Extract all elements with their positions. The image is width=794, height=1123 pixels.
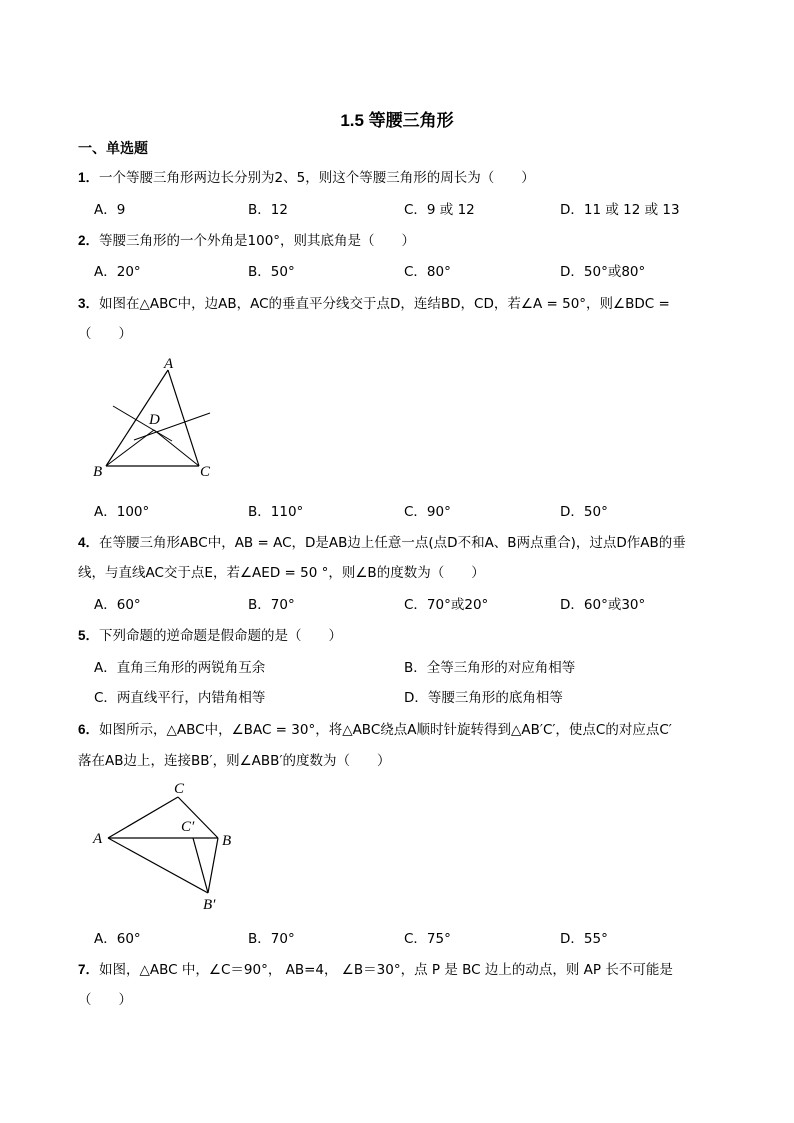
q5-option-c: C．两直线平行，内错角相等 — [94, 690, 266, 706]
question-text: 下列命题的逆命题是假命题的是（ ） — [99, 628, 343, 644]
q5-option-a: A．直角三角形的两锐角互余 — [94, 660, 266, 676]
label-c: C — [174, 781, 185, 797]
question-3-line2: （ ） — [78, 326, 132, 342]
question-text: 如图，△ABC 中，∠C＝90°， AB=4， ∠B＝30°，点 P 是 BC 边上的动点，则 AP 长不可能是 — [99, 962, 673, 978]
q2-option-d: D．50°或80° — [560, 264, 646, 280]
question-number: 7． — [78, 962, 100, 977]
q5-option-d: D．等腰三角形的底角相等 — [404, 690, 563, 706]
label-a: A — [93, 831, 103, 847]
q4-option-a: A．60° — [94, 597, 141, 613]
segment-bd — [106, 430, 154, 466]
q2-option-b: B．50° — [248, 264, 295, 280]
rotation-figure-q6 — [88, 776, 248, 916]
q2-option-c: C．80° — [404, 264, 451, 280]
side-ab-prime — [108, 838, 208, 893]
q2-option-a: A．20° — [94, 264, 141, 280]
q6-option-d: D．55° — [560, 931, 608, 947]
q1-option-b: B．12 — [248, 202, 288, 218]
label-d: D — [149, 412, 160, 428]
side-ac — [108, 797, 178, 838]
question-1 — [78, 166, 535, 186]
q4-option-d: D．60°或30° — [560, 597, 646, 613]
question-number: 6． — [78, 722, 100, 737]
question-text: 在等腰三角形ABC中，AB = AC，D是AB边上任意一点(点D不和A、B两点重合)，过点D作AB的垂 — [99, 535, 686, 551]
q1-option-d: D．11 或 12 或 13 — [560, 202, 680, 218]
question-number: 3． — [78, 296, 100, 311]
question-number: 4． — [78, 535, 100, 550]
perp-bisector-ab — [113, 406, 172, 441]
q5-option-b: B．全等三角形的对应角相等 — [404, 660, 576, 676]
label-c-prime: C′ — [181, 819, 195, 835]
segment-bb-prime — [208, 838, 218, 893]
question-text: 如图在△ABC中，边AB，AC的垂直平分线交于点D，连结BD，CD，若∠A = 50°，则∠BDC = — [99, 296, 670, 312]
question-text: 一个等腰三角形两边长分别为2、5，则这个等腰三角形的周长为（ ） — [99, 170, 535, 186]
question-6-line2: 落在AB边上，连接BB′，则∠ABB′的度数为（ ） — [78, 753, 391, 769]
side-c-prime-b-prime — [193, 838, 208, 893]
question-6 — [78, 718, 672, 738]
q3-option-d: D．50° — [560, 504, 608, 520]
q6-option-b: B．70° — [248, 931, 295, 947]
label-a: A — [164, 356, 174, 372]
question-text: 如图所示，△ABC中，∠BAC = 30°，将△ABC绕点A顺时针旋转得到△AB′C′，使点C的对应点C′ — [99, 722, 672, 738]
label-b-prime: B′ — [203, 897, 216, 913]
q3-option-a: A．100° — [94, 504, 150, 520]
segment-cd — [154, 430, 199, 466]
question-2 — [78, 229, 415, 249]
question-number: 2． — [78, 233, 100, 248]
question-4 — [78, 531, 686, 551]
question-text: 等腰三角形的一个外角是100°，则其底角是（ ） — [99, 233, 416, 249]
question-number: 5． — [78, 628, 100, 643]
side-ac — [168, 370, 199, 466]
q1-option-c: C．9 或 12 — [404, 202, 475, 218]
q3-option-c: C．90° — [404, 504, 451, 520]
question-number: 1． — [78, 170, 100, 185]
label-b: B — [93, 464, 103, 480]
question-7 — [78, 958, 673, 978]
question-4-line2: 线，与直线AC交于点E，若∠AED = 50 °，则∠B的度数为（ ） — [78, 565, 485, 581]
section-heading: 一、单选题 — [78, 141, 148, 157]
q1-option-a: A．9 — [94, 202, 126, 218]
q3-option-b: B．110° — [248, 504, 304, 520]
label-b: B — [222, 833, 232, 849]
question-5 — [78, 624, 342, 644]
q4-option-b: B．70° — [248, 597, 295, 613]
triangle-figure-q3 — [88, 352, 228, 482]
question-7-line2: （ ） — [78, 992, 132, 1008]
question-3 — [78, 292, 670, 312]
page-title: 1.5 等腰三角形 — [340, 111, 454, 130]
label-c: C — [200, 464, 211, 480]
q6-option-c: C．75° — [404, 931, 451, 947]
q6-option-a: A．60° — [94, 931, 141, 947]
q4-option-c: C．70°或20° — [404, 597, 489, 613]
